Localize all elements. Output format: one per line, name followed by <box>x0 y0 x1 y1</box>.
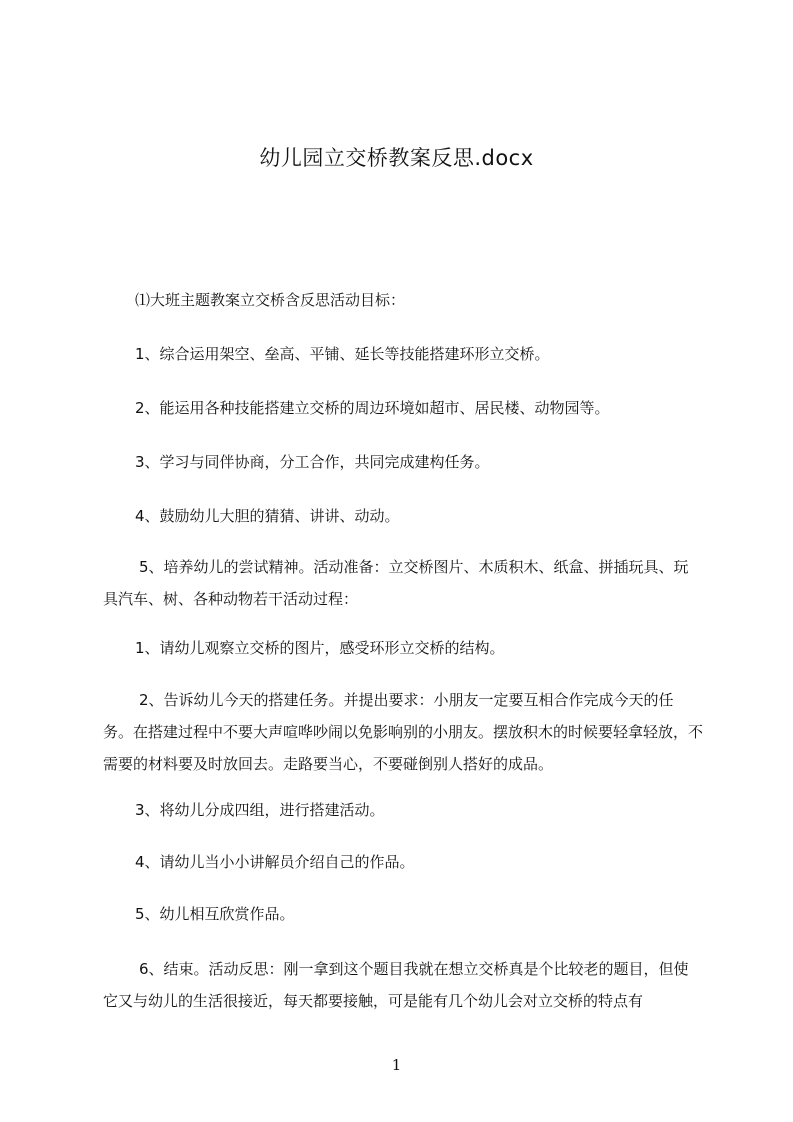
paragraph-goal-2: 2、能运用各种技能搭建立交桥的周边环境如超市、居民楼、动物园等。 <box>135 399 610 417</box>
document-title: 幼儿园立交桥教案反思.docx <box>259 146 534 170</box>
paragraph-process-step-6-reflection: 6、结束。活动反思：刚一拿到这个题目我就在想立交桥真是个比较老的题目，但使它又与幼儿的生活很接近，每天都要接触，可是能有几个幼儿会对立交桥的特点有 <box>103 960 689 1010</box>
paragraph-process-step-1: 1、请幼儿观察立交桥的图片，感受环形立交桥的结构。 <box>135 639 505 657</box>
paragraph-process-step-5: 5、幼儿相互欣赏作品。 <box>135 905 295 923</box>
paragraph-process-step-3: 3、将幼儿分成四组，进行搭建活动。 <box>135 801 385 819</box>
paragraph-goal-4: 4、鼓励幼儿大胆的猜猜、讲讲、动动。 <box>135 507 400 525</box>
paragraph-goal-1: 1、综合运用架空、垒高、平铺、延长等技能搭建环形立交桥。 <box>135 345 550 363</box>
paragraph-goal-5-and-preparation: 5、培养幼儿的尝试精神。活动准备：立交桥图片、木质积木、纸盒、拼插玩具、玩具汽车、树、各种动物若干活动过程： <box>103 558 689 608</box>
paragraph-process-step-2: 2、告诉幼儿今天的搭建任务。并提出要求：小朋友一定要互相合作完成今天的任务。在搭建过程中不要大声喧哗吵闹以免影响别的小朋友。摆放积木的时候要轻拿轻放，不需要的材料要及时放回去。走路要当心，不要碰倒别人搭好的成品。 <box>103 691 704 773</box>
page-number: 1 <box>391 1056 402 1074</box>
paragraph-process-step-4: 4、请幼儿当小小讲解员介绍自己的作品。 <box>135 853 415 871</box>
paragraph-goal-3: 3、学习与同伴协商，分工合作，共同完成建构任务。 <box>135 453 490 471</box>
paragraph-activity-goals-heading: ⑴大班主题教案立交桥含反思活动目标： <box>135 291 406 309</box>
